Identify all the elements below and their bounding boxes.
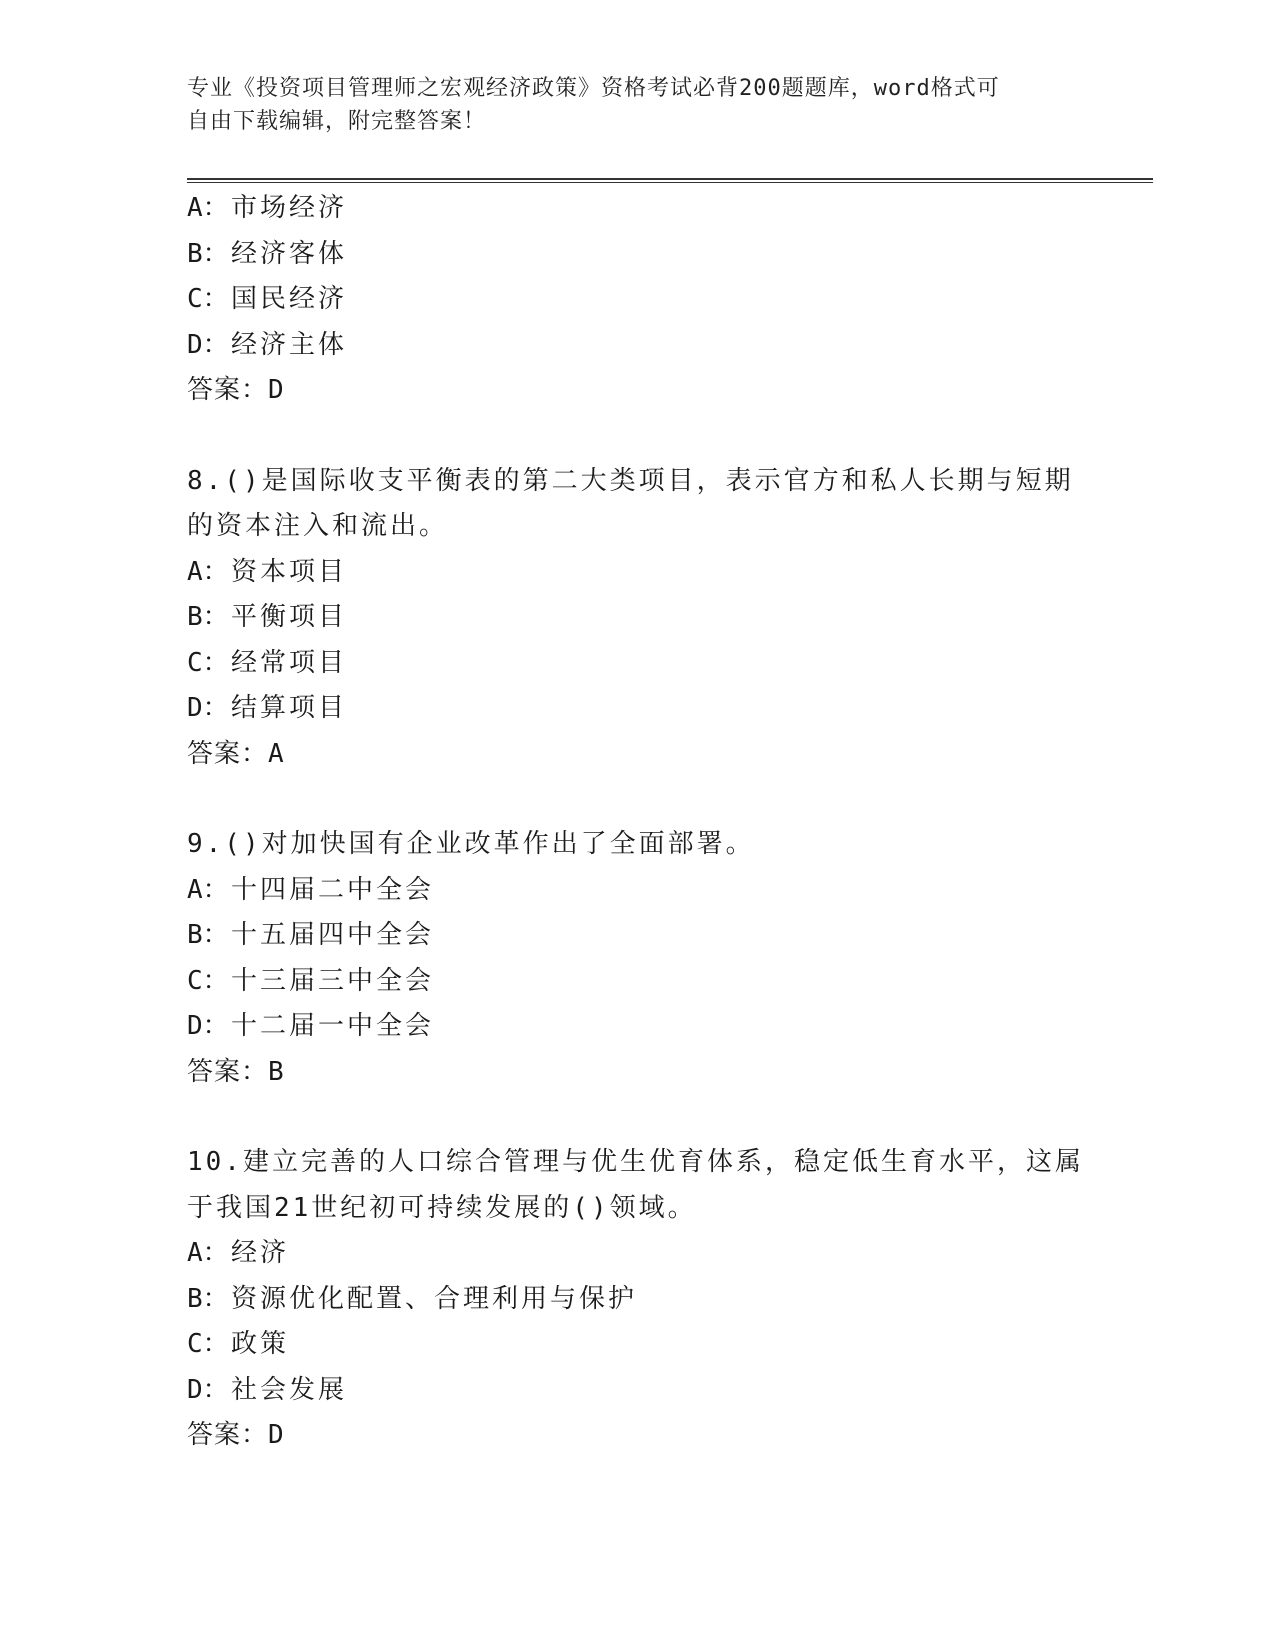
question-7-continued — [187, 186, 1107, 414]
option-b: B：十五届四中全会 — [187, 920, 435, 950]
answer-line: 答案：B — [187, 1056, 285, 1087]
option-a: A：资本项目 — [187, 556, 348, 587]
option-b: B：资源优化配置、合理利用与保护 — [187, 1283, 638, 1314]
question-text: 8.()是国际收支平衡表的第二大类项目，表示官方和私人长期与短期 的资本注入和流出。 — [187, 465, 1074, 541]
answer-line: 答案：A — [187, 738, 285, 769]
question-text: 9.()对加快国有企业改革作出了全面部署。 — [187, 829, 755, 859]
question-text: 10.建立完善的人口综合管理与优生优育体系，稳定低生育水平，这属 于我国21世纪初可持续发展的()领域。 — [187, 1147, 1084, 1223]
document-header — [187, 72, 1067, 138]
question-9 — [187, 822, 1107, 1095]
option-c: C：政策 — [187, 1329, 290, 1359]
option-c: C：经常项目 — [187, 647, 348, 678]
document-body — [187, 186, 1107, 1459]
option-d: D：结算项目 — [187, 693, 348, 723]
header-line-1: 专业《投资项目管理师之宏观经济政策》资格考试必背200题题库，word格式可 — [187, 76, 1000, 101]
answer-line: 答案：D — [187, 1420, 285, 1450]
option-a: A：市场经济 — [187, 193, 348, 223]
option-d: D：经济主体 — [187, 329, 348, 360]
option-d: D：十二届一中全会 — [187, 1011, 435, 1041]
option-a: A：十四届二中全会 — [187, 874, 435, 905]
question-8 — [187, 459, 1107, 778]
header-divider — [187, 178, 1153, 183]
header-line-2: 自由下载编辑，附完整答案！ — [187, 109, 487, 134]
option-c: C：国民经济 — [187, 284, 348, 314]
option-b: B：经济客体 — [187, 238, 348, 269]
question-10 — [187, 1140, 1107, 1459]
option-d: D：社会发展 — [187, 1374, 348, 1405]
option-a: A：经济 — [187, 1238, 290, 1268]
answer-line: 答案：D — [187, 375, 285, 405]
option-b: B：平衡项目 — [187, 602, 348, 632]
option-c: C：十三届三中全会 — [187, 965, 435, 996]
